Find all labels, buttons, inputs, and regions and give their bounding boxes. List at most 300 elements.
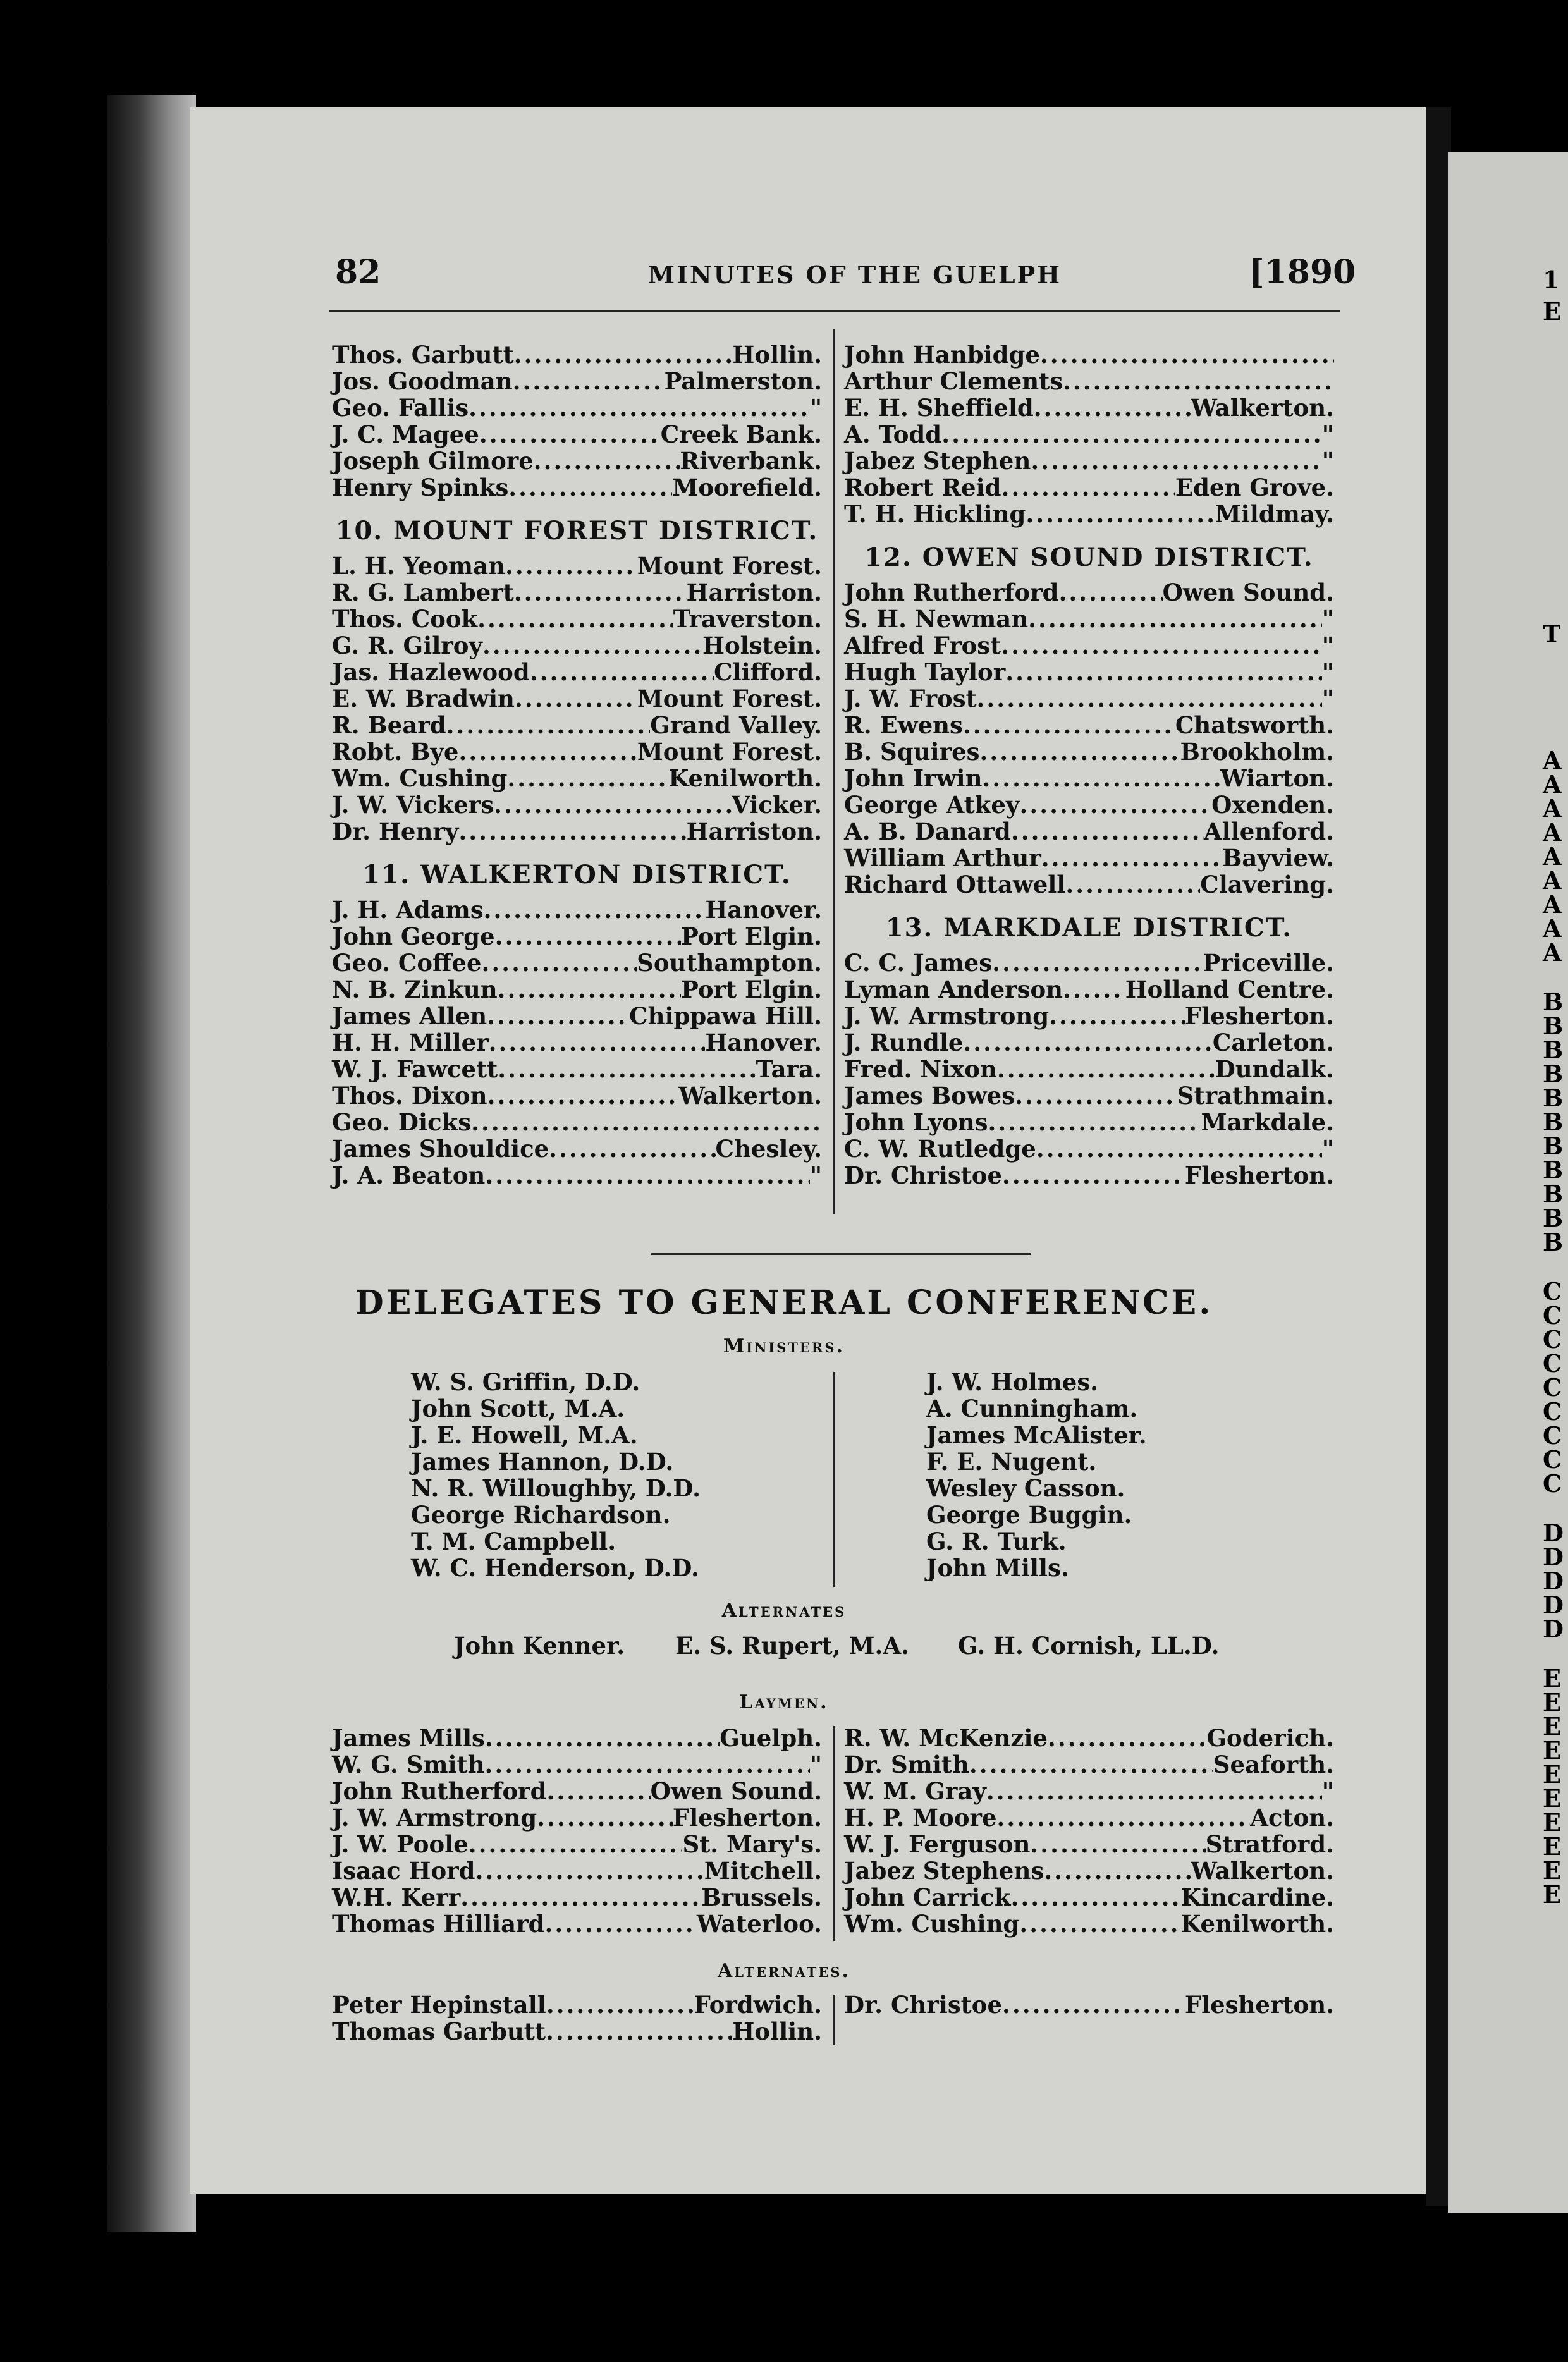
list-item [332, 1162, 822, 1189]
dot-leader [963, 1029, 1213, 1056]
entry-place: Flesherton. [1184, 1002, 1334, 1030]
entry-name: Geo. Dicks [332, 1108, 472, 1136]
laymen-right [844, 1725, 1334, 1943]
facing-page-letter: A [1543, 770, 1562, 799]
entry-place: Creek Bank. [660, 420, 822, 448]
alternate-1: John Kenner. [454, 1632, 625, 1660]
entry-place: Seaforth. [1213, 1751, 1334, 1778]
entry-place: Priceville. [1203, 949, 1334, 977]
entry-place: Bayview. [1222, 844, 1334, 872]
entry-place: Owen Sound. [1162, 578, 1334, 606]
list-item [844, 448, 1334, 474]
dot-leader [549, 1135, 715, 1162]
facing-page-letter: B [1543, 1108, 1564, 1136]
page-number: 82 [335, 253, 381, 291]
entry-place: Southampton. [637, 949, 822, 977]
entry-name: Thos. Garbutt [332, 341, 514, 369]
entry-name: J. W. Poole [332, 1830, 469, 1858]
dot-leader [969, 1751, 1213, 1778]
entry-place: Kincardine. [1180, 1883, 1334, 1911]
entry-place: Brussels. [701, 1883, 822, 1911]
entry-name: T. H. Hickling [844, 500, 1026, 528]
dot-leader [494, 792, 732, 818]
facing-page-letter: E [1543, 1832, 1561, 1861]
entry-place: Chatsworth. [1175, 711, 1334, 739]
facing-page-letter: C [1543, 1397, 1562, 1426]
dot-leader [477, 606, 673, 632]
dot-leader [514, 579, 687, 606]
entry-name: E. W. Bradwin [332, 685, 515, 713]
list-item [844, 395, 1334, 421]
list-item [844, 1911, 1334, 1937]
entry-name: G. R. Gilroy [332, 632, 482, 659]
entry-name: Wm. Cushing [844, 1910, 1020, 1938]
entry-place: Fordwich. [694, 1991, 822, 2019]
entry-place: Chesley. [715, 1135, 822, 1163]
entry-name: C. W. Rutledge [844, 1135, 1036, 1163]
entry-name: Thos. Dixon [332, 1082, 487, 1110]
list-item [844, 1751, 1334, 1778]
list-item [332, 421, 822, 448]
book-spine [107, 95, 196, 2232]
delegate-name: T. M. Campbell. [411, 1527, 616, 1555]
entry-name: J. H. Adams [332, 896, 484, 924]
facing-page-letter: C [1543, 1349, 1562, 1378]
entry-place: " [1321, 632, 1334, 659]
entry-place: " [1321, 447, 1334, 475]
list-item [844, 579, 1334, 606]
list-item [844, 474, 1334, 501]
entry-place: Mount Forest. [637, 685, 822, 713]
facing-page-letter: B [1543, 1036, 1564, 1064]
page-gutter [1426, 107, 1451, 2206]
list-item [332, 1082, 822, 1109]
entry-name: Dr. Smith [844, 1751, 969, 1778]
entry-place: " [1321, 1135, 1334, 1163]
dot-leader [1011, 1884, 1181, 1911]
list-item [844, 1056, 1334, 1082]
entry-place: Harriston. [686, 578, 822, 606]
dot-leader [507, 765, 668, 792]
entry-name: J. A. Beaton [332, 1161, 486, 1189]
dot-leader [487, 1082, 679, 1109]
dot-leader [941, 421, 1322, 448]
entry-place: Acton. [1250, 1804, 1334, 1832]
dot-leader [997, 1804, 1251, 1831]
dot-leader [1036, 1135, 1322, 1162]
entry-name: John Rutherford [332, 1777, 547, 1805]
dot-leader [530, 659, 714, 685]
dot-leader [544, 1911, 696, 1937]
entry-name: L. H. Yeoman [332, 552, 505, 580]
list-item [332, 395, 822, 421]
dot-leader [988, 1109, 1201, 1135]
district-heading: 10. MOUNT FOREST DISTRICT. [335, 516, 819, 546]
ministers-label: Ministers. [723, 1335, 845, 1357]
list-item [332, 368, 822, 395]
entry-place: Flesherton. [1184, 1161, 1334, 1189]
facing-page-letter: D [1543, 1519, 1564, 1547]
delegate-name: F. E. Nugent. [926, 1448, 1097, 1476]
list-item [332, 1029, 822, 1056]
ministers-divider [833, 1372, 835, 1587]
entry-place: Hollin. [732, 2017, 822, 2045]
delegate-name: J. E. Howell, M.A. [411, 1421, 638, 1449]
entry-place: Port Elgin. [681, 922, 822, 950]
dot-leader [1049, 1003, 1185, 1029]
dot-leader [1026, 501, 1215, 527]
facing-page-letter: A [1543, 938, 1562, 967]
column-divider-top [833, 329, 835, 1214]
delegate-name: W. S. Griffin, D.D. [411, 1368, 640, 1396]
dot-leader [498, 976, 681, 1003]
delegate-name: J. W. Holmes. [926, 1368, 1099, 1396]
dot-leader [1040, 341, 1334, 368]
district-heading: 12. OWEN SOUND DISTRICT. [864, 542, 1314, 572]
entry-name: Robt. Bye [332, 738, 459, 766]
facing-page-letter: B [1543, 988, 1564, 1016]
entry-name: Jos. Goodman [332, 367, 513, 395]
entry-place: Kenilworth. [668, 764, 822, 792]
list-item [332, 1003, 822, 1029]
list-item [844, 341, 1334, 368]
delegate-name: George Richardson. [411, 1501, 671, 1529]
dot-leader [505, 553, 637, 579]
entry-place: Waterloo. [696, 1910, 822, 1938]
list-item [332, 1857, 822, 1884]
facing-page-letter: A [1543, 794, 1562, 823]
facing-page-letter: E [1543, 1760, 1561, 1789]
alternates2-right [844, 1992, 1334, 2048]
dot-leader [515, 685, 637, 712]
facing-page-letter: B [1543, 1204, 1564, 1232]
entry-name: J. W. Armstrong [332, 1804, 537, 1832]
entry-name: Dr. Christoe [844, 1991, 1002, 2019]
right-column [844, 341, 1334, 1214]
dot-leader [1031, 448, 1321, 474]
entry-place: Harriston. [686, 817, 822, 845]
dot-leader [1063, 976, 1125, 1003]
list-item [332, 341, 822, 368]
facing-page-letter: D [1543, 1543, 1564, 1571]
entry-place: Walkerton. [1191, 394, 1334, 422]
list-item [332, 1992, 822, 2018]
dot-leader [471, 1109, 822, 1135]
dot-leader [986, 1778, 1322, 1804]
facing-page-letter: A [1543, 746, 1562, 774]
facing-page-letter: C [1543, 1445, 1562, 1474]
entry-place: Oxenden. [1211, 791, 1334, 819]
dot-leader [446, 712, 651, 738]
entry-place: Mount Forest. [637, 552, 822, 580]
entry-place: Tara. [756, 1055, 822, 1083]
entry-name: W. G. Smith [332, 1751, 485, 1778]
facing-page-letter: C [1543, 1301, 1562, 1330]
dot-leader [977, 685, 1322, 712]
dot-leader [489, 1029, 706, 1056]
entry-name: W. J. Ferguson [844, 1830, 1031, 1858]
entry-name: H. P. Moore [844, 1804, 997, 1832]
entry-place: Eden Grove. [1175, 474, 1334, 501]
entry-place: Vicker. [732, 791, 822, 819]
delegate-name: James Hannon, D.D. [411, 1448, 674, 1476]
list-item [844, 1725, 1334, 1751]
delegate-name: W. C. Henderson, D.D. [411, 1554, 699, 1582]
list-item [332, 1751, 822, 1778]
entry-name: Fred. Nixon [844, 1055, 997, 1083]
facing-page-letter: E [1543, 297, 1561, 326]
entry-place: Moorefield. [672, 474, 822, 501]
entry-name: Thomas Hilliard [332, 1910, 545, 1938]
dot-leader [1001, 474, 1175, 501]
dot-leader [534, 448, 680, 474]
entry-place: Carleton. [1212, 1029, 1334, 1056]
list-item [844, 1162, 1334, 1189]
entry-name: Henry Spinks [332, 474, 509, 501]
entry-name: William Arthur [844, 844, 1041, 872]
entry-name: Isaac Hord [332, 1857, 475, 1885]
year: [1890 [1249, 253, 1356, 291]
dot-leader [1019, 1911, 1180, 1937]
entry-name: A. Todd [844, 420, 942, 448]
facing-page-letter: B [1543, 1060, 1564, 1088]
dot-leader [514, 341, 733, 368]
entry-place: Guelph. [720, 1724, 822, 1752]
entry-name: Lyman Anderson [844, 976, 1063, 1003]
entry-name: Thomas Garbutt [332, 2017, 546, 2045]
dot-leader [495, 923, 681, 950]
entry-name: H. H. Miller [332, 1029, 489, 1056]
entry-name: J. W. Frost [844, 685, 977, 713]
dot-leader [1028, 606, 1322, 632]
list-item [332, 1109, 822, 1135]
list-item [332, 606, 822, 632]
list-item [844, 606, 1334, 632]
list-item [844, 1857, 1334, 1884]
entry-place: Grand Valley. [650, 711, 822, 739]
list-item [332, 1804, 822, 1831]
dot-leader [508, 474, 672, 501]
entry-name: Geo. Coffee [332, 949, 482, 977]
list-item [844, 632, 1334, 659]
entry-place: " [1321, 1777, 1334, 1805]
dot-leader [1005, 659, 1322, 685]
list-item [332, 553, 822, 579]
dot-leader [1059, 579, 1163, 606]
dot-leader [482, 632, 702, 659]
entry-name: John Lyons [844, 1108, 988, 1136]
entry-place: " [809, 394, 822, 422]
entry-name: James Mills [332, 1724, 485, 1752]
laymen-left [332, 1725, 822, 1943]
list-item [332, 659, 822, 685]
entry-name: Robert Reid [844, 474, 1001, 501]
facing-page-letter: C [1543, 1469, 1562, 1498]
delegates-title: DELEGATES TO GENERAL CONFERENCE. [355, 1283, 1213, 1322]
entry-place: Allenford. [1203, 817, 1334, 845]
entry-place: Traverston. [673, 605, 822, 633]
facing-page-letter: E [1543, 1784, 1561, 1813]
dot-leader [487, 1003, 629, 1029]
list-item [332, 792, 822, 818]
delegate-name: Wesley Casson. [926, 1474, 1125, 1502]
entry-place: Mount Forest. [637, 738, 822, 766]
dot-leader [1030, 1831, 1205, 1857]
list-item [844, 1804, 1334, 1831]
entry-name: N. B. Zinkun [332, 976, 498, 1003]
entry-place: Hanover. [705, 896, 822, 924]
list-item [332, 1725, 822, 1751]
facing-page-letter: E [1543, 1736, 1561, 1765]
running-title: MINUTES OF THE GUELPH [648, 260, 1062, 289]
dot-leader [475, 1857, 704, 1884]
entry-place: Riverbank. [680, 447, 822, 475]
facing-page-letter: A [1543, 890, 1562, 919]
entry-place: Hollin. [732, 341, 822, 369]
dot-leader [1041, 845, 1222, 871]
entry-place: Port Elgin. [681, 976, 822, 1003]
entry-name: J. W. Vickers [332, 791, 494, 819]
entry-name: J. Rundle [844, 1029, 964, 1056]
dot-leader [460, 1884, 701, 1911]
delegate-name: John Mills. [926, 1554, 1069, 1582]
dot-leader [498, 1056, 756, 1082]
dot-leader [513, 368, 665, 395]
entry-place: Flesherton. [672, 1804, 822, 1832]
entry-name: John Hanbidge [844, 341, 1040, 369]
facing-page-letter: C [1543, 1325, 1562, 1354]
dot-leader [546, 2018, 732, 2045]
entry-name: C. C. James [844, 949, 993, 977]
entry-name: George Atkey [844, 791, 1020, 819]
dot-leader [458, 818, 686, 845]
entry-place: Holland Centre. [1125, 976, 1334, 1003]
delegate-name: N. R. Willoughby, D.D. [411, 1474, 701, 1502]
dot-leader [1019, 792, 1211, 818]
dot-leader [1002, 1162, 1185, 1189]
list-item [844, 845, 1334, 871]
list-item [332, 1778, 822, 1804]
entry-name: Wm. Cushing [332, 764, 508, 792]
entry-name: Arthur Clements [844, 367, 1063, 395]
facing-page-letter: A [1543, 842, 1562, 871]
laymen-divider [833, 1726, 835, 1941]
facing-page-letter: B [1543, 1012, 1564, 1040]
entry-place: Brookholm. [1180, 738, 1334, 766]
entry-name: Joseph Gilmore [332, 447, 534, 475]
facing-page-letter: T [1543, 620, 1561, 648]
facing-page-letter: B [1543, 1228, 1564, 1256]
dot-leader [979, 738, 1180, 765]
entry-place: Dundalk. [1215, 1055, 1334, 1083]
entry-name: A. B. Danard [844, 817, 1011, 845]
list-item [844, 818, 1334, 845]
list-item [332, 1056, 822, 1082]
list-item [844, 685, 1334, 712]
delegate-name: G. R. Turk. [926, 1527, 1067, 1555]
entry-name: S. H. Newman [844, 605, 1029, 633]
list-item [332, 1911, 822, 1937]
list-item [844, 1003, 1334, 1029]
facing-page-letter: E [1543, 1856, 1561, 1885]
entry-name: R. Ewens [844, 711, 963, 739]
list-item [332, 579, 822, 606]
list-item [844, 738, 1334, 765]
dot-leader [479, 421, 661, 448]
dot-leader [1002, 1992, 1185, 2018]
entry-name: Richard Ottawell [844, 871, 1066, 898]
facing-page-letter: B [1543, 1180, 1564, 1208]
entry-place: Stratford. [1205, 1830, 1334, 1858]
entry-place: " [1321, 605, 1334, 633]
entry-name: Dr. Henry [332, 817, 459, 845]
entry-place: Palmerston. [664, 367, 822, 395]
facing-page-letter: E [1543, 1880, 1561, 1909]
entry-place: " [1321, 420, 1334, 448]
entry-place: Mitchell. [704, 1857, 822, 1885]
entry-name: James Allen [332, 1002, 487, 1030]
entry-name: W. J. Fawcett [332, 1055, 498, 1083]
entry-name: Thos. Cook [332, 605, 478, 633]
list-item [332, 2018, 822, 2045]
entry-name: R. W. McKenzie [844, 1724, 1048, 1752]
facing-page-letter: E [1543, 1808, 1561, 1837]
entry-name: John Carrick [844, 1883, 1011, 1911]
entry-name: W. M. Gray [844, 1777, 986, 1805]
entry-name: Jabez Stephens [844, 1857, 1044, 1885]
entry-place: Holstein. [702, 632, 822, 659]
list-item [332, 685, 822, 712]
entry-place: Clifford. [714, 658, 822, 686]
left-column [332, 341, 822, 1214]
entry-place: " [1321, 685, 1334, 713]
entry-name: Peter Hepinstall [332, 1991, 546, 2019]
entry-name: John Rutherford [844, 578, 1059, 606]
entry-place: Flesherton. [1184, 1991, 1334, 2019]
list-item [332, 818, 822, 845]
entry-place: " [809, 1161, 822, 1189]
district-heading: 13. MARKDALE DISTRICT. [885, 913, 1293, 943]
dot-leader [982, 765, 1220, 792]
list-item [844, 368, 1334, 395]
entry-name: J. C. Magee [332, 420, 479, 448]
alternates2-left [332, 1992, 822, 2048]
entry-name: Geo. Fallis [332, 394, 469, 422]
dot-leader [547, 1778, 651, 1804]
list-item [844, 1884, 1334, 1911]
alternate-2: E. S. Rupert, M.A. [675, 1632, 909, 1660]
entry-name: Dr. Christoe [844, 1161, 1002, 1189]
list-item [844, 1082, 1334, 1109]
dot-leader [537, 1804, 673, 1831]
entry-place: " [1321, 658, 1334, 686]
entry-name: J. W. Armstrong [844, 1002, 1050, 1030]
laymen-label: Laymen. [739, 1691, 829, 1713]
facing-page-letter: A [1543, 914, 1562, 943]
facing-page-letter: 1 [1543, 266, 1560, 294]
facing-page-letter: D [1543, 1615, 1564, 1643]
list-item [844, 871, 1334, 898]
facing-page-letter: C [1543, 1421, 1562, 1450]
list-item [332, 765, 822, 792]
list-item [332, 976, 822, 1003]
delegate-name: John Scott, M.A. [411, 1395, 625, 1423]
dot-leader [1063, 368, 1334, 395]
delegate-name: James McAlister. [926, 1421, 1147, 1449]
list-item [332, 950, 822, 976]
dot-leader [1034, 395, 1191, 421]
entry-place: Mildmay. [1215, 500, 1334, 528]
